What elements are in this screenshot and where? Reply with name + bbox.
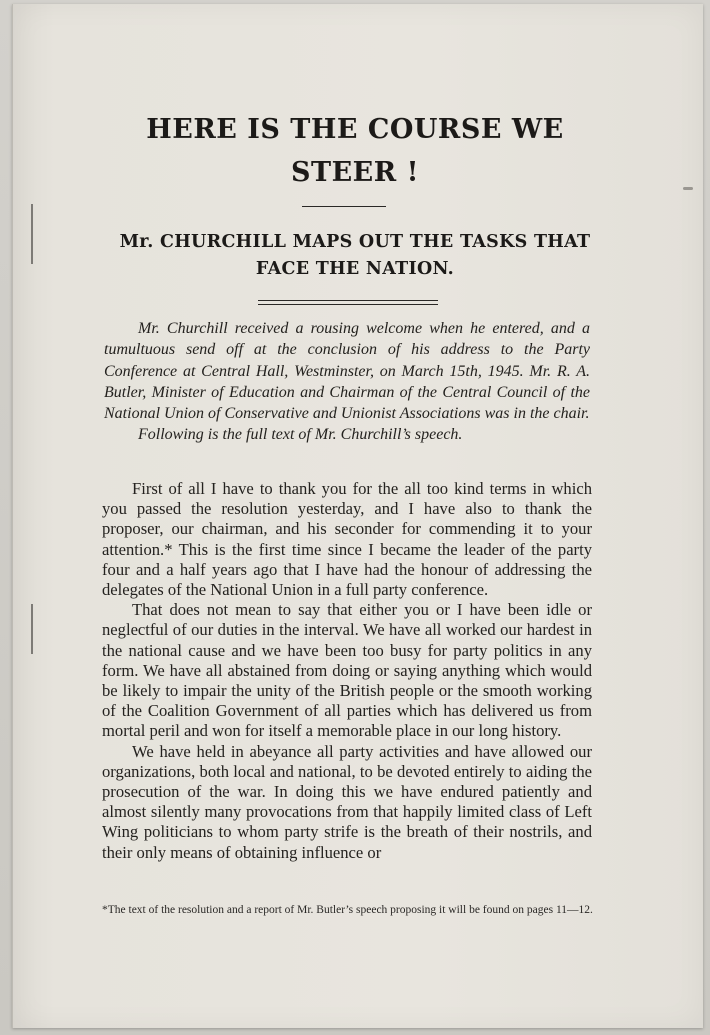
page-subtitle: Mr. CHURCHILL MAPS OUT THE TASKS THAT FACE THE NATION. (119, 232, 591, 279)
body-paragraph: That does not mean to say that either you or I have been idle or neglectful of our duties in the interval. We have all worked our hardest in the national cause and we have been too busy for party politics in any form. We have all abstained from doing or saying anything which would be likely to impair the unity of the British people or the smooth working of the Coalition Government of all parties which has delivered us from mortal peril and won for itself a memorable place in our long history. (102, 600, 592, 741)
subtitle-divider (258, 300, 438, 305)
intro-section (104, 318, 590, 446)
body-paragraph: First of all I have to thank you for the all too kind terms in which you passed the resolution yesterday, and I have also to thank the proposer, our chairman, and his seconder for commending it to your attention.* This is the first time since I became the leader of the party four and a half years ago that I have had the honour of addressing the delegates of the National Union in a full party conference. (102, 479, 592, 600)
intro-paragraph: Following is the full text of Mr. Churchill’s speech. (138, 426, 463, 444)
staple-mark (31, 204, 33, 264)
speech-body (102, 479, 592, 863)
title-divider (302, 206, 386, 207)
intro-paragraph: Mr. Churchill received a rousing welcome when he entered, and a tumultuous send off at the conclusion of his address to the Party Conference at Central Hall, Westminster, on March 15th, 1945. Mr. R. A. Butler, Minister of Education and Chairman of the Central Council of the National Union of Conservative and Unionist Associations was in the chair. (104, 320, 590, 423)
paper-blemish (683, 187, 693, 190)
footnote: *The text of the resolution and a report of Mr. Butler’s speech proposing it will be found on pages 11—12. (102, 904, 593, 916)
page-title: HERE IS THE COURSE WE STEER ! (146, 114, 564, 188)
body-paragraph: We have held in abeyance all party activities and have allowed our organizations, both local and national, to be devoted entirely to aiding the prosecution of the war. In doing this we have endured patiently and almost silently many provocations from that happily limited class of Left Wing politicians to whom party strife is the breath of their nostrils, and their only means of obtaining influence or (102, 741, 592, 862)
staple-mark (31, 604, 33, 654)
